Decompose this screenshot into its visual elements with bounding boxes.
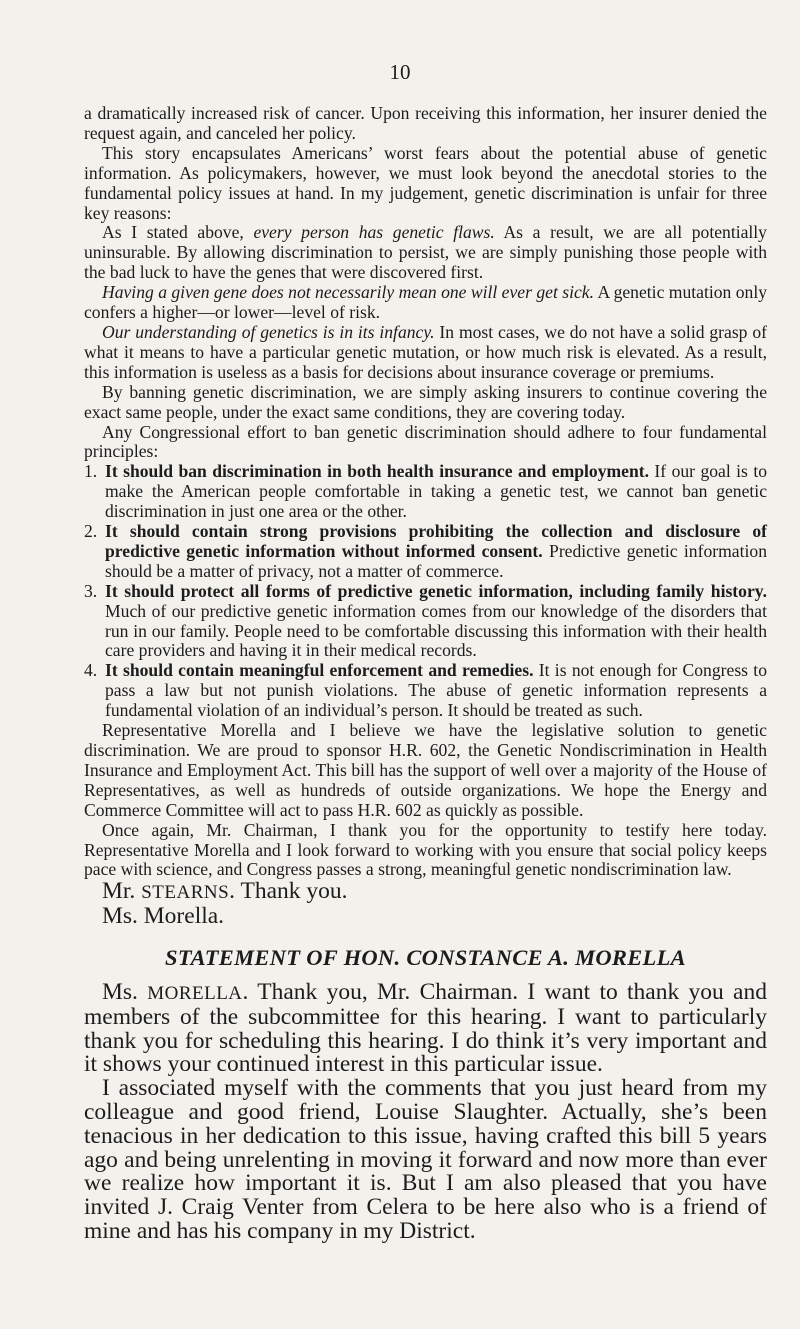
speaker-name: STEARNS	[141, 882, 230, 904]
paragraph: a dramatically increased risk of cancer. Upon receiving this information, her insurer denied the request again, and canceled her policy.	[84, 103, 767, 143]
emphasis-text: Having a given gene does not necessarily mean one will ever get sick.	[102, 282, 595, 303]
emphasis-text: every person has genetic flaws.	[253, 222, 495, 243]
statement-heading: STATEMENT OF HON. CONSTANCE A. MORELLA	[165, 944, 686, 970]
paragraph: Having a given gene does not necessarily mean one will ever get sick. A genetic mutation only confers a higher—or lower—level of risk.	[84, 282, 768, 323]
list-item	[84, 582, 767, 662]
paragraph: Once again, Mr. Chairman, I thank you for the opportunity to testify here today. Representative Morella and I look forward to working with you ensure that social policy keeps pace with science, and Congress passes a strong, meaningful genetic nondiscrimination law.	[84, 819, 767, 880]
principle-body: It is not enough for Congress to pass a law but not punish violations. The abuse of genetic information represents a fundamental violation of an individual’s person. It should be treated as such.	[105, 660, 767, 721]
list-number: 4.	[84, 660, 98, 681]
speaker-name: MORELLA	[147, 982, 243, 1004]
body-text	[84, 104, 767, 1244]
dialogue-paragraph: Ms. MORELLA. Thank you, Mr. Chairman. I want to thank you and members of the subcommittee for this hearing. I want to particularly thank you for scheduling this hearing. I do think it’s very important and it shows your continued interest in this particular issue.	[84, 978, 767, 1078]
principle-heading: It should contain strong provisions prohibiting the collection and disclosure of predictive genetic information without informed consent.	[105, 521, 767, 561]
emphasis-text: Our understanding of genetics is in its infancy.	[102, 321, 435, 342]
principle-body: Much of our predictive genetic information comes from our knowledge of the disorders that run in our family. People need to be comfortable discussing this information with their health care providers and having it in their medical records.	[105, 600, 767, 661]
principle-heading: It should protect all forms of predictive genetic information, including family history.	[105, 580, 767, 601]
paragraph: Any Congressional effort to ban genetic discrimination should adhere to four fundamental principles:	[84, 421, 767, 462]
dialogue	[84, 880, 767, 1243]
dialogue-paragraph: I associated myself with the comments that you just heard from my colleague and good friend, Louise Slaughter. Actually, she’s been tenacious in her dedication to this issue, having crafted this bill 5 years ago and being unrelenting in moving it forward and now more than ever we realize how important it is. But I am also pleased that you have invited J. Craig Venter from Celera to be here also who is a friend of mine and has his company in my District.	[84, 1075, 767, 1244]
principle-body: If our goal is to make the American people comfortable in taking a genetic test, we cannot ban genetic discrimination in just one area or the other.	[105, 461, 768, 522]
list-number: 1.	[84, 461, 98, 482]
dialogue-line: Ms. Morella.	[102, 903, 225, 930]
list-number: 2.	[84, 521, 98, 542]
page-number: 10	[389, 60, 411, 84]
dialogue-line: Mr. STEARNS. Thank you.	[102, 878, 348, 905]
list-item	[84, 522, 767, 582]
paragraph: Our understanding of genetics is in its infancy. In most cases, we do not have a solid grasp of what it means to have a particular genetic mutation, or how much risk is elevated. As a result, this information is useless as a basis for decisions about insurance coverage or premiums.	[84, 321, 767, 382]
principle-heading: It should contain meaningful enforcement and remedies.	[105, 660, 534, 681]
list-item	[84, 661, 767, 721]
paragraph: Representative Morella and I believe we have the legislative solution to genetic discrimination. We are proud to sponsor H.R. 602, the Genetic Nondiscrimination in Health Insurance and Employment Act. This bill has the support of well over a majority of the House of Representatives, as well as hundreds of outside organizations. We hope the Energy and Commerce Committee will act to pass H.R. 602 as quickly as possible.	[84, 720, 767, 820]
paragraph: As I stated above, every person has genetic flaws. As a result, we are all potentially uninsurable. By allowing discrimination to persist, we are simply punishing those people with the bad luck to have the genes that were discovered first.	[84, 222, 767, 283]
principles-list	[84, 462, 767, 721]
paragraph: By banning genetic discrimination, we are simply asking insurers to continue covering the exact same people, under the exact same conditions, they are covering today.	[84, 381, 767, 422]
principle-body: Predictive genetic information should be a matter of privacy, not a matter of commerce.	[105, 540, 767, 581]
list-item	[84, 462, 767, 522]
paragraph: This story encapsulates Americans’ worst fears about the potential abuse of genetic information. As policymakers, however, we must look beyond the anecdotal stories to the fundamental policy issues at hand. In my judgement, genetic discrimination is unfair for three key reasons:	[84, 142, 767, 223]
list-number: 3.	[84, 580, 98, 601]
principle-heading: It should ban discrimination in both health insurance and employment.	[105, 461, 649, 482]
